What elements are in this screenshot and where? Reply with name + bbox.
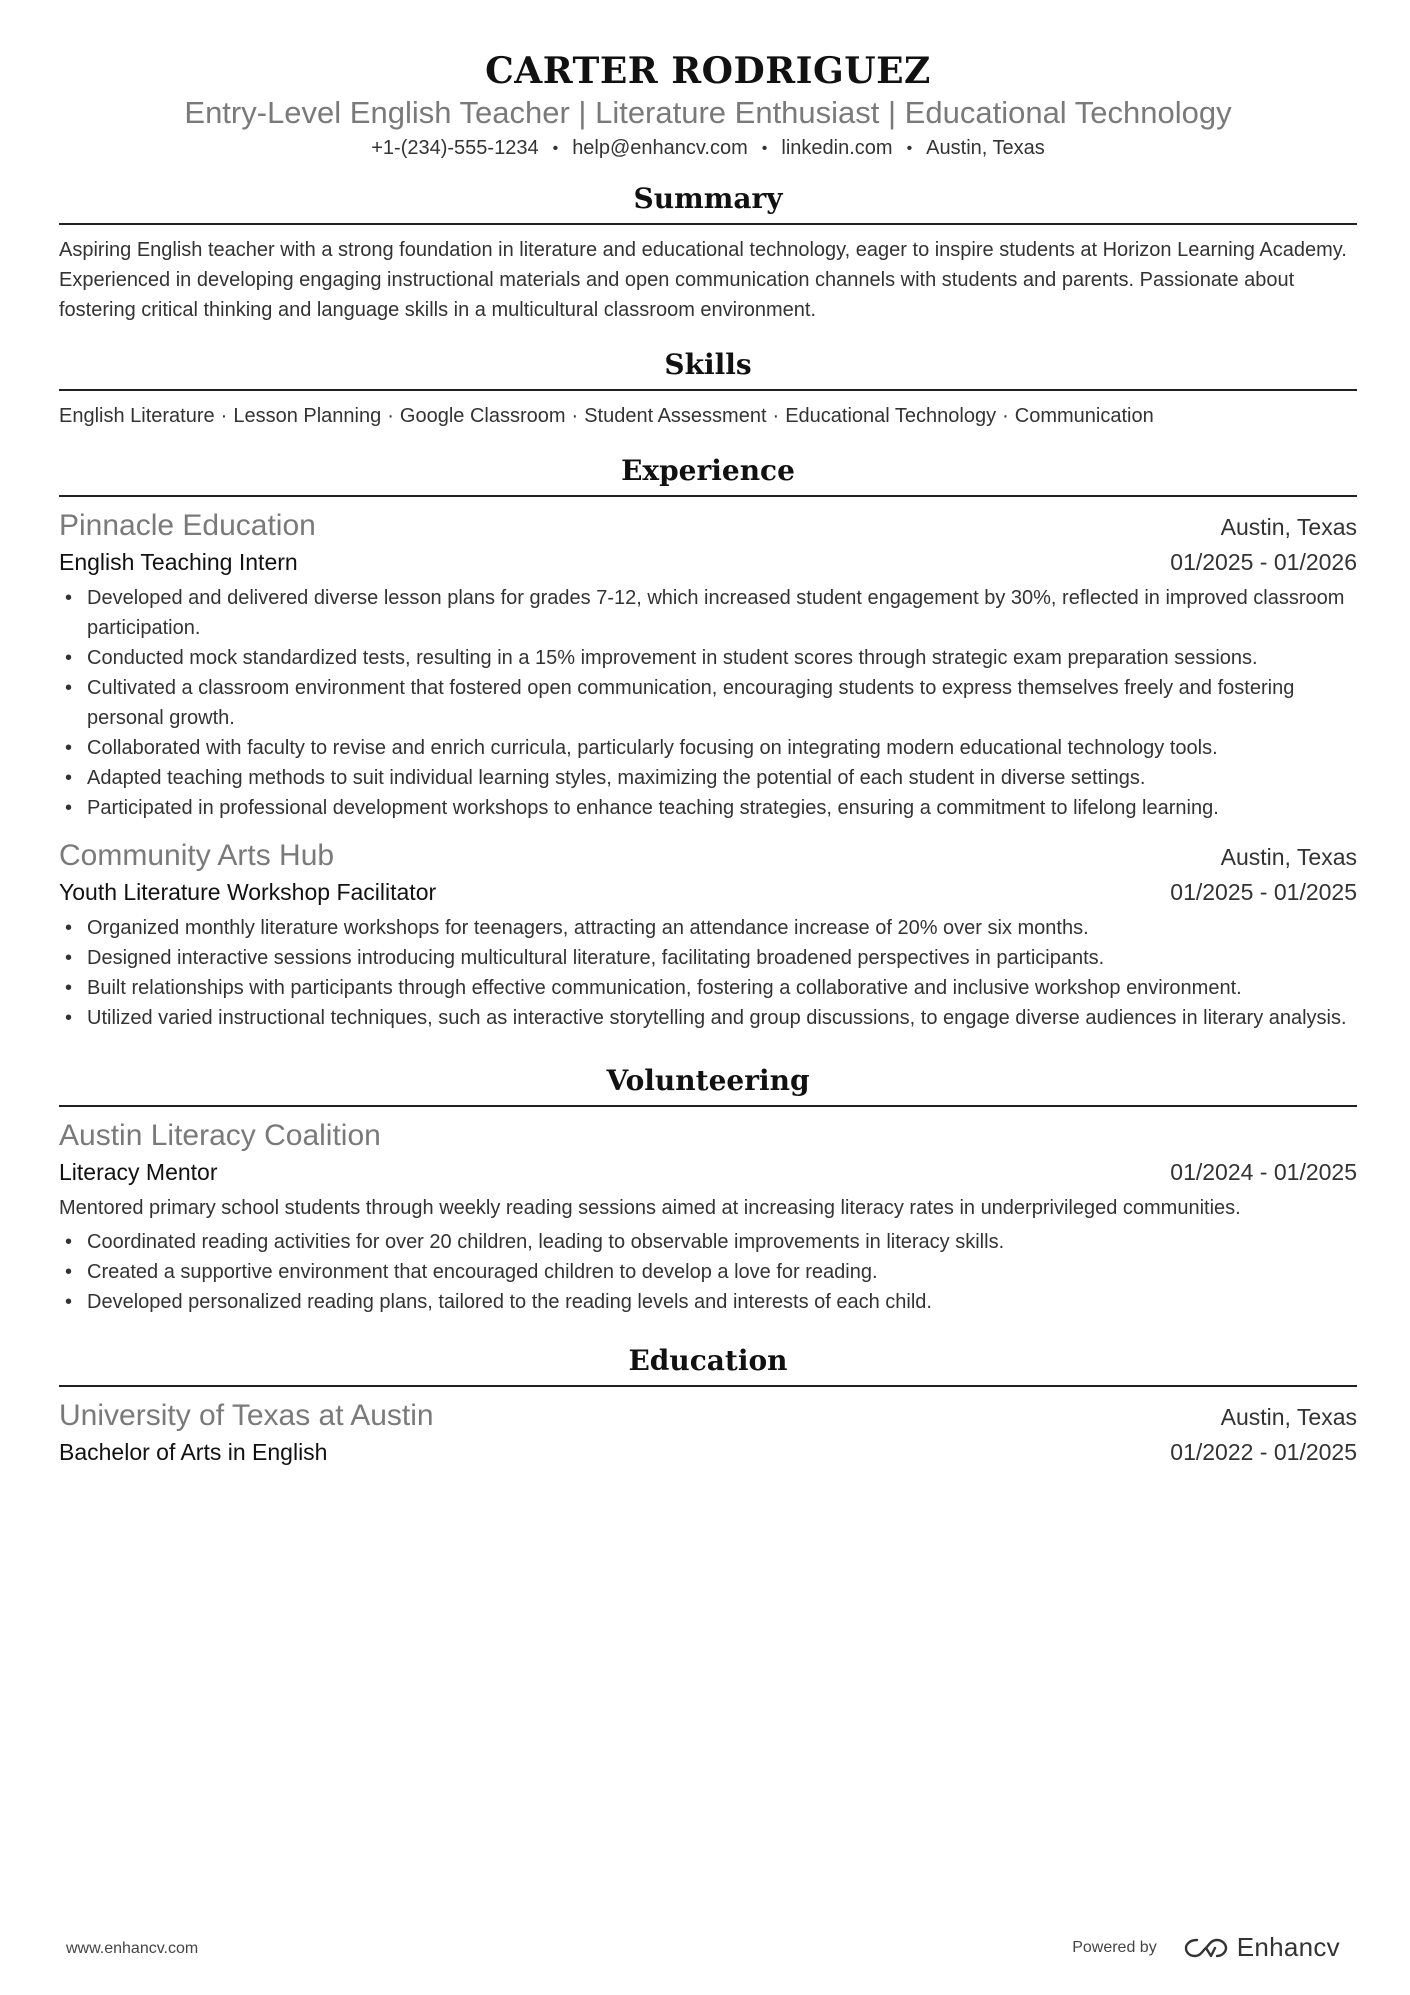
summary-text: Aspiring English teacher with a strong foundation in literature and educational technology, eager to inspire students at Horizon Learning Academy. Experienced in developing engaging instructional materials and open communication channels with students and parents. Passionate about fostering critical thinking and language skills in a multicultural classroom environment. — [59, 239, 1347, 321]
enhancv-logo-icon — [1183, 1936, 1229, 1960]
volunteer-role: Literacy Mentor — [59, 1159, 218, 1185]
list-item: • Collaborated with faculty to revise and enrich curricula, particularly focusing on integrating modern educational technology tools. — [59, 733, 1357, 763]
candidate-tagline: Entry-Level English Teacher | Literature Enthusiast | Educational Technology — [184, 95, 1232, 130]
skill-item: Communication — [1014, 405, 1154, 427]
job-title: Youth Literature Workshop Facilitator — [59, 879, 437, 905]
summary-section — [59, 179, 1357, 325]
achievement-list — [59, 583, 1357, 823]
list-item: • Organized monthly literature workshops for teenagers, attracting an attendance increase of 20% over six months. — [59, 913, 1357, 943]
volunteering-section — [59, 1061, 1357, 1317]
powered-by-label: Powered by — [1072, 1938, 1157, 1956]
contact-email[interactable]: help@enhancv.com — [572, 137, 748, 159]
experience-entry — [59, 507, 1357, 823]
company-name: Community Arts Hub — [59, 839, 335, 872]
experience-entry — [59, 837, 1357, 1033]
contact-phone[interactable]: +1-(234)-555-1234 — [371, 137, 539, 159]
skill-item: Student Assessment — [584, 405, 767, 427]
section-title: Volunteering — [59, 1061, 1357, 1107]
job-dates: 01/2025 - 01/2025 — [1170, 879, 1357, 905]
list-item: • Developed and delivered diverse lesson plans for grades 7-12, which increased student engagement by 30%, reflected in improved classroom participation. — [59, 583, 1357, 643]
list-item: • Cultivated a classroom environment that fostered open communication, encouraging students to express themselves freely and fostering personal growth. — [59, 673, 1357, 733]
list-item: • Conducted mock standardized tests, resulting in a 15% improvement in student scores through strategic exam preparation sessions. — [59, 643, 1357, 673]
contact-location: Austin, Texas — [926, 137, 1045, 159]
job-title: English Teaching Intern — [59, 549, 298, 575]
volunteer-dates: 01/2024 - 01/2025 — [1170, 1159, 1357, 1185]
skill-item: Educational Technology — [785, 405, 997, 427]
section-title: Education — [59, 1341, 1357, 1387]
school-location: Austin, Texas — [1220, 1404, 1357, 1430]
volunteer-description: Mentored primary school students through weekly reading sessions aimed at increasing literacy rates in underprivileged communities. — [59, 1197, 1241, 1219]
job-dates: 01/2025 - 01/2026 — [1170, 549, 1357, 575]
list-item: • Created a supportive environment that encouraged children to develop a love for reading. — [59, 1257, 1357, 1287]
candidate-name: CARTER RODRIGUEZ — [485, 50, 931, 92]
achievement-list — [59, 913, 1357, 1033]
list-item: • Developed personalized reading plans, tailored to the reading levels and interests of each child. — [59, 1287, 1357, 1317]
list-item: • Coordinated reading activities for over 20 children, leading to observable improvements in literacy skills. — [59, 1227, 1357, 1257]
list-item: • Designed interactive sessions introducing multicultural literature, facilitating broadened perspectives in participants. — [59, 943, 1357, 973]
education-entry — [59, 1397, 1357, 1469]
resume-header — [59, 48, 1357, 163]
section-title: Skills — [59, 345, 1357, 391]
school-name: University of Texas at Austin — [59, 1399, 434, 1432]
enhancv-logo[interactable] — [1183, 1932, 1340, 1963]
list-item: • Built relationships with participants through effective communication, fostering a collaborative and inclusive workshop environment. — [59, 973, 1357, 1003]
organization-name: Austin Literacy Coalition — [59, 1119, 381, 1152]
footer-website-link[interactable]: www.enhancv.com — [66, 1940, 199, 1957]
achievement-list — [59, 1227, 1357, 1317]
resume-page — [59, 48, 1357, 1469]
footer-branding — [1072, 1932, 1340, 1963]
skills-section — [59, 345, 1357, 431]
contact-linkedin[interactable]: linkedin.com — [781, 137, 893, 159]
separator-dot: • — [552, 140, 559, 157]
separator-dot: • — [906, 140, 913, 157]
education-section — [59, 1341, 1357, 1469]
degree-title: Bachelor of Arts in English — [59, 1439, 328, 1465]
list-item: • Adapted teaching methods to suit individual learning styles, maximizing the potential of each student in diverse settings. — [59, 763, 1357, 793]
company-location: Austin, Texas — [1220, 844, 1357, 870]
volunteering-entry — [59, 1117, 1357, 1317]
company-name: Pinnacle Education — [59, 509, 316, 542]
contact-line — [59, 134, 1357, 163]
skill-item: English Literature — [59, 405, 215, 427]
skills-list: English Literature · Lesson Planning · Google Classroom · Student Assessment · Educational Technology · Communication — [59, 405, 1154, 427]
list-item: • Utilized varied instructional techniques, such as interactive storytelling and group discussions, to engage diverse audiences in literary analysis. — [59, 1003, 1357, 1033]
experience-section — [59, 451, 1357, 1033]
education-dates: 01/2022 - 01/2025 — [1170, 1439, 1357, 1465]
list-item: • Participated in professional development workshops to enhance teaching strategies, ensuring a commitment to lifelong learning. — [59, 793, 1357, 823]
separator-dot: • — [761, 140, 768, 157]
skill-item: Google Classroom — [399, 405, 566, 427]
section-title: Experience — [59, 451, 1357, 497]
company-location: Austin, Texas — [1220, 514, 1357, 540]
section-title: Summary — [59, 179, 1357, 225]
skill-item: Lesson Planning — [233, 405, 382, 427]
brand-name: Enhancv — [1236, 1932, 1340, 1962]
